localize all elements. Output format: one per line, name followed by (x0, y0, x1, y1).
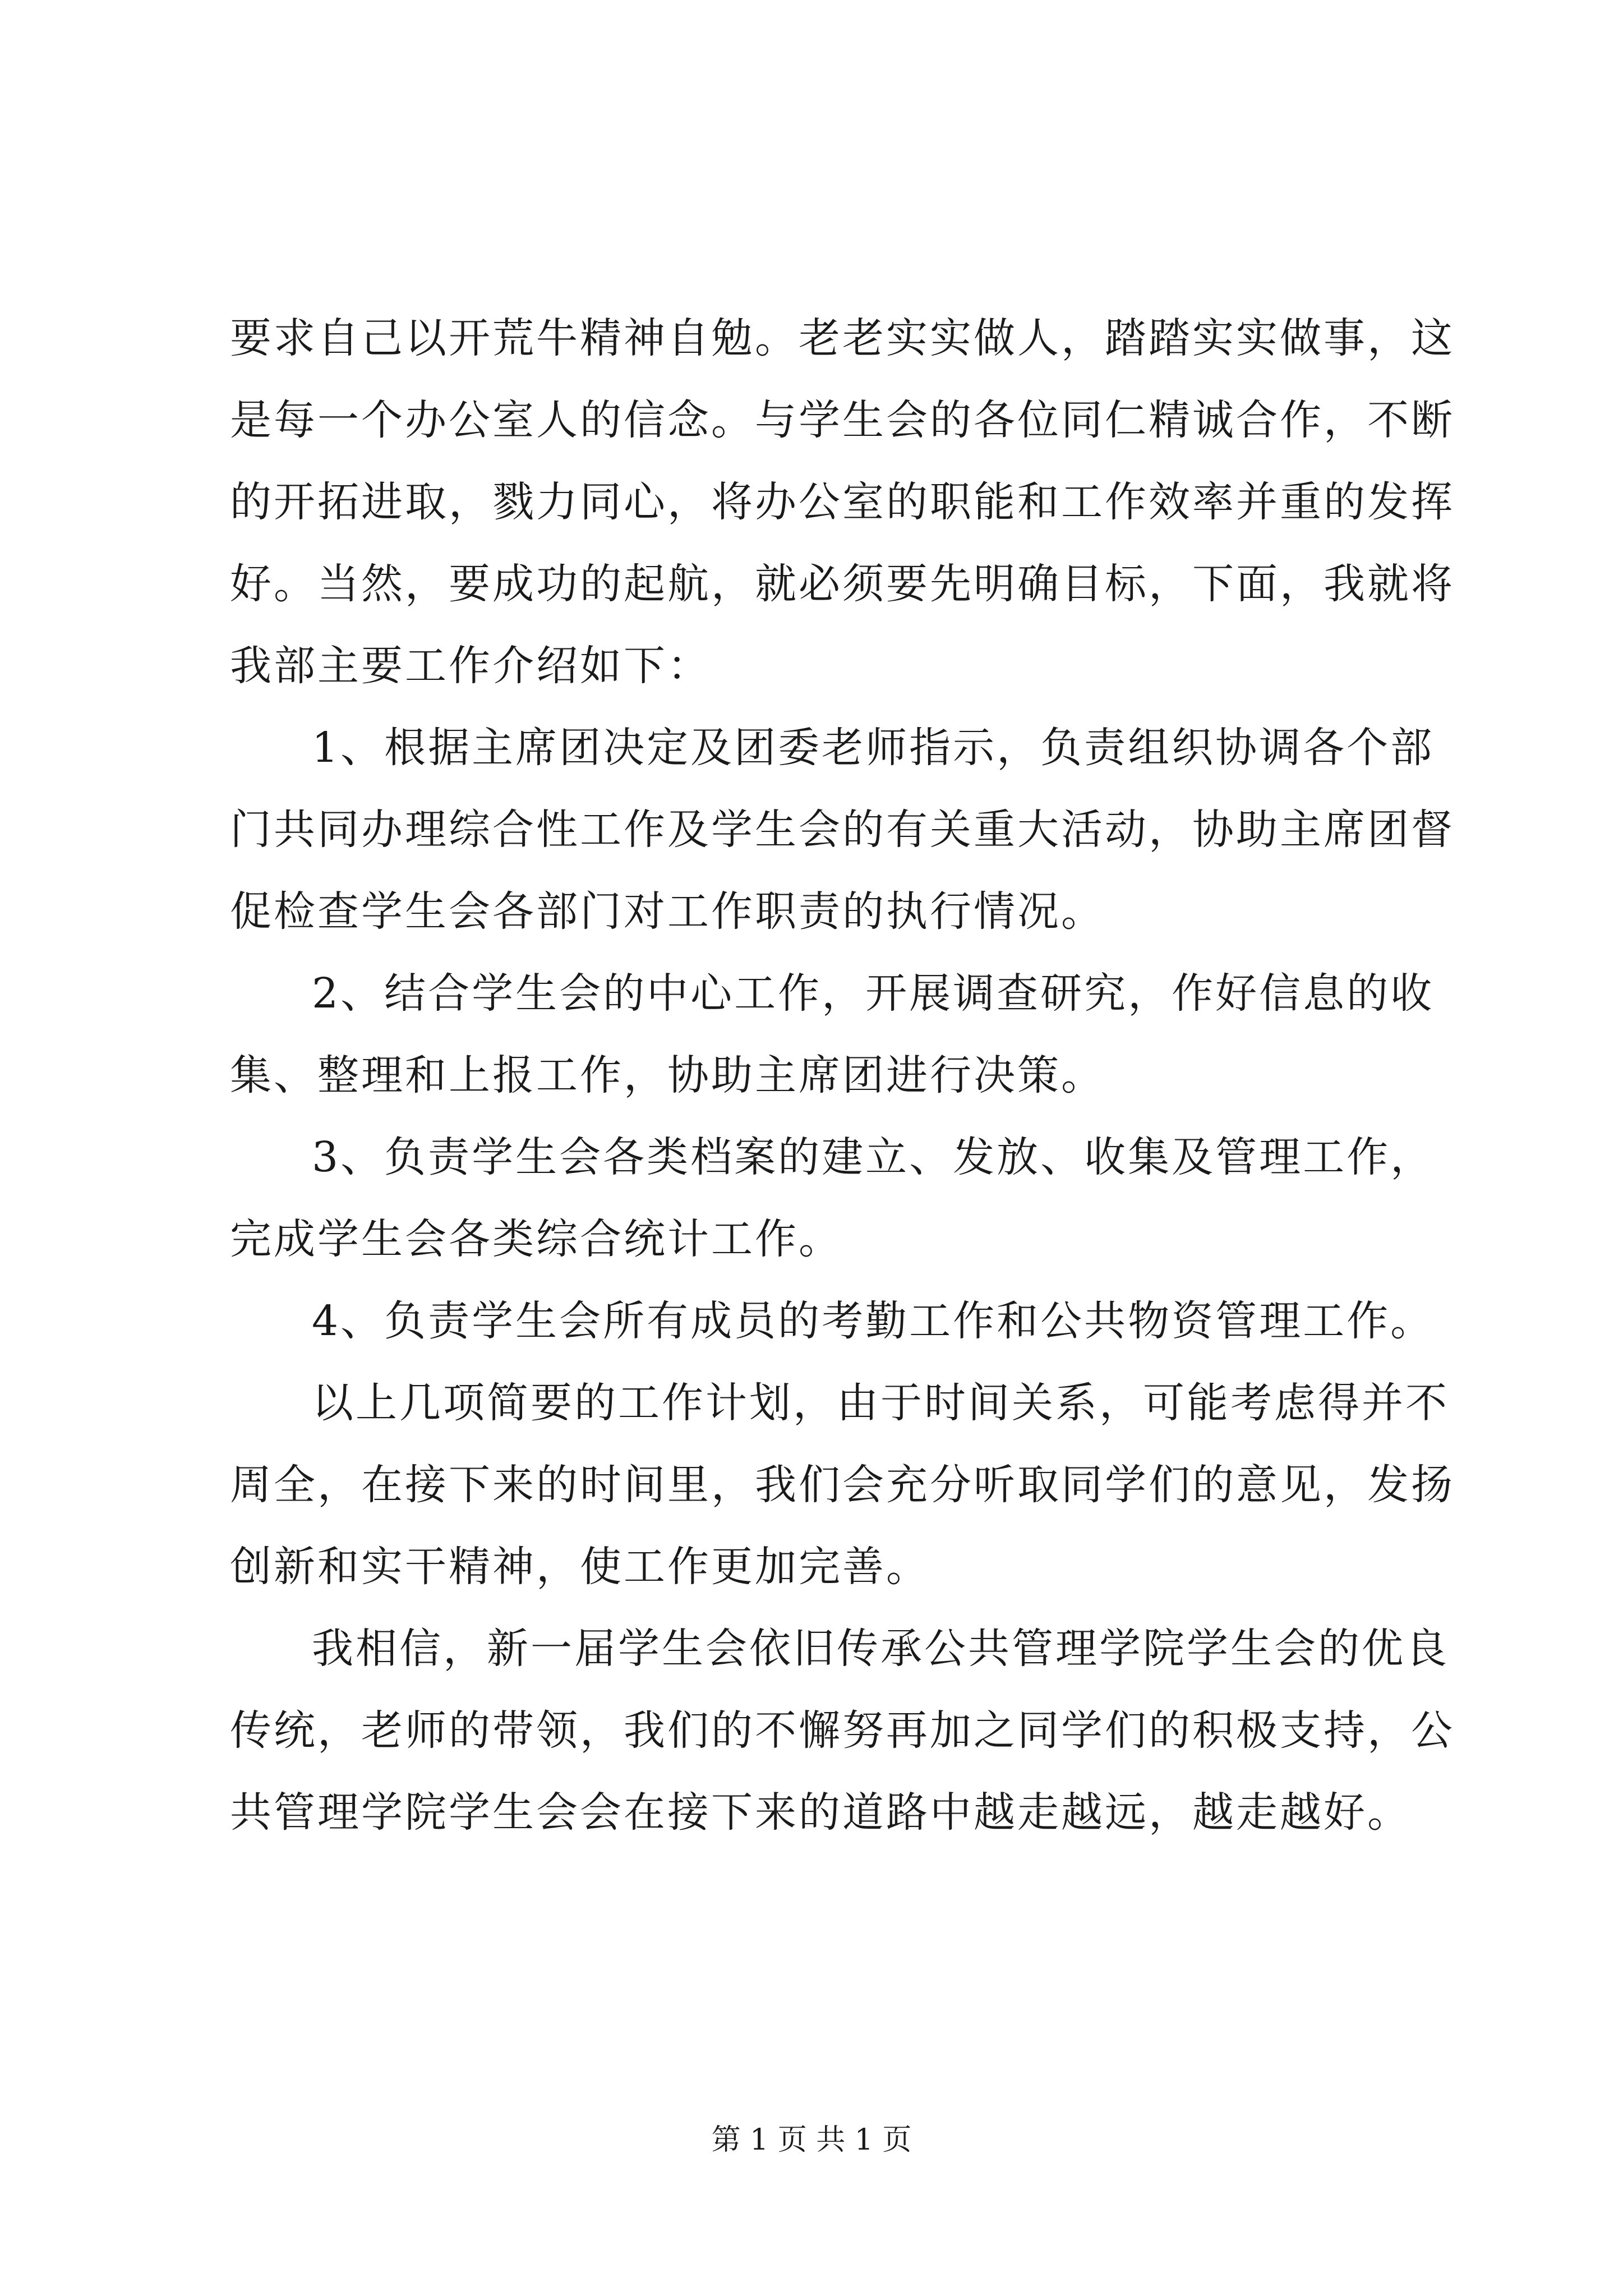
list-item-1-line: 1、根据主席团决定及团委老师指示，负责组织协调各个部 (312, 724, 1435, 772)
text-line: 促检查学生会各部门对工作职责的执行情况。 (230, 887, 1105, 936)
text-line: 我部主要工作介绍如下： (230, 642, 711, 690)
page-footer: 第 1 页 共 1 页 (711, 2123, 912, 2157)
list-item-2-line: 2、结合学生会的中心工作，开展调查研究，作好信息的收 (312, 969, 1435, 1018)
text-line: 创新和实干精神，使工作更加完善。 (230, 1543, 930, 1591)
text-line: 周全，在接下来的时间里，我们会充分听取同学们的意见，发扬 (230, 1461, 1455, 1509)
text-line: 要求自己以开荒牛精神自勉。老老实实做人，踏踏实实做事，这 (230, 314, 1455, 362)
text-line: 完成学生会各类综合统计工作。 (230, 1215, 842, 1263)
text-line: 是每一个办公室人的信念。与学生会的各位同仁精诚合作，不断 (230, 396, 1455, 444)
text-line: 的开拓进取，戮力同心，将办公室的职能和工作效率并重的发挥 (230, 478, 1455, 526)
paragraph-start-line: 我相信，新一届学生会依旧传承公共管理学院学生会的优良 (312, 1625, 1449, 1673)
list-item-4-line: 4、负责学生会所有成员的考勤工作和公共物资管理工作。 (312, 1297, 1435, 1345)
text-line: 好。当然，要成功的起航，就必须要先明确目标，下面，我就将 (230, 560, 1455, 608)
list-item-3-line: 3、负责学生会各类档案的建立、发放、收集及管理工作， (312, 1133, 1435, 1181)
text-line: 集、整理和上报工作，协助主席团进行决策。 (230, 1051, 1105, 1099)
paragraph-start-line: 以上几项简要的工作计划，由于时间关系，可能考虑得并不 (312, 1379, 1449, 1427)
text-line: 门共同办理综合性工作及学生会的有关重大活动，协助主席团督 (230, 806, 1455, 854)
text-line: 传统，老师的带领，我们的不懈努再加之同学们的积极支持，公 (230, 1706, 1455, 1755)
text-line: 共管理学院学生会会在接下来的道路中越走越远，越走越好。 (230, 1788, 1411, 1837)
